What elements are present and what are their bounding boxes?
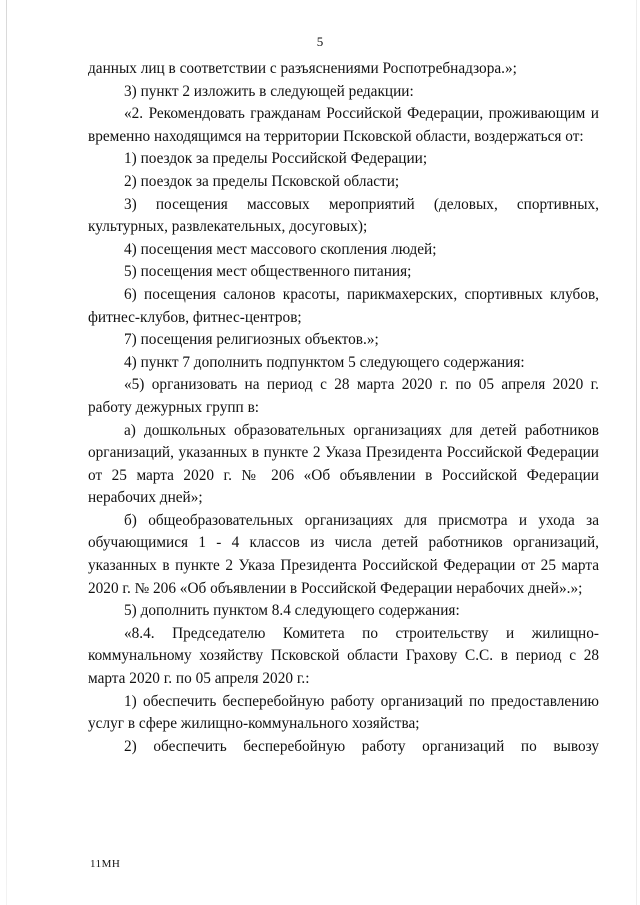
paragraph-8-4-item-1: 1) обеспечить бесперебойную работу организаций по предоставлению услуг в сфере жилищно-коммунального хозяйства; (88, 692, 599, 733)
list-item-5: 5) посещения мест общественного питания; (124, 263, 412, 281)
paragraph-item-5: 5) дополнить пунктом 8.4 следующего содержания: (124, 602, 460, 620)
scan-edge-right (636, 0, 637, 905)
list-item-1: 1) поездок за пределы Российской Федерации; (124, 150, 428, 168)
page-number: 5 (316, 34, 324, 49)
list-item-3: 3) посещения массовых мероприятий (деловых, спортивных, культурных, развлекательных, досуговых); (88, 195, 599, 236)
footer-code: 11МН (90, 858, 121, 870)
list-item-7: 7) посещения религиозных объектов.»; (124, 331, 379, 349)
scan-edge-left (6, 0, 7, 905)
paragraph-item-3: 3) пункт 2 изложить в следующей редакции: (124, 82, 414, 100)
list-item-6: 6) посещения салонов красоты, парикмахерских, спортивных клубов, фитнес-клубов, фитнес-центров; (88, 285, 599, 326)
paragraph-8-4: «8.4. Председателю Комитета по строительству и жилищно-коммунальному хозяйству Псковской области Грахову С.С. в период с 28 марта 2020 г. по 05 апреля 2020 г.: (88, 624, 599, 688)
paragraph-recommendation: «2. Рекомендовать гражданам Российской Федерации, проживающим и временно находящимся на территории Псковской области, воздержаться от: (88, 105, 599, 145)
paragraph-item-4: 4) пункт 7 дополнить подпунктом 5 следующего содержания: (124, 353, 525, 371)
list-item-4: 4) посещения мест массового скопления людей; (124, 240, 437, 258)
list-item-2: 2) поездок за пределы Псковской области; (124, 172, 400, 190)
document-body (88, 58, 599, 758)
paragraph-continuation: данных лиц в соответствии с разъяснениями Роспотребнадзора.»; (88, 60, 517, 77)
paragraph-8-4-item-2: 2) обеспечить бесперебойную работу организаций по вывозу (124, 737, 599, 755)
paragraph-subitem-5: «5) организовать на период с 28 марта 2020 г. по 05 апреля 2020 г. работу дежурных групп в: (88, 376, 599, 416)
paragraph-subitem-b: б) общеобразовательных организациях для присмотра и ухода за обучающимися 1 - 4 классов из числа детей работников организаций, указанных в пункте 2 Указа Президента Российской Федерации от 25 марта 2020 г. № 206 «Об объявлении в Российской Федерации нерабочих дней».»; (88, 511, 599, 597)
paragraph-subitem-a: а) дошкольных образовательных организациях для детей работников организаций, указанных в пункте 2 Указа Президента Российской Федерации от 25 марта 2020 г. № 206 «Об объявлении в Российской Федерации нерабочих дней»; (88, 421, 599, 507)
